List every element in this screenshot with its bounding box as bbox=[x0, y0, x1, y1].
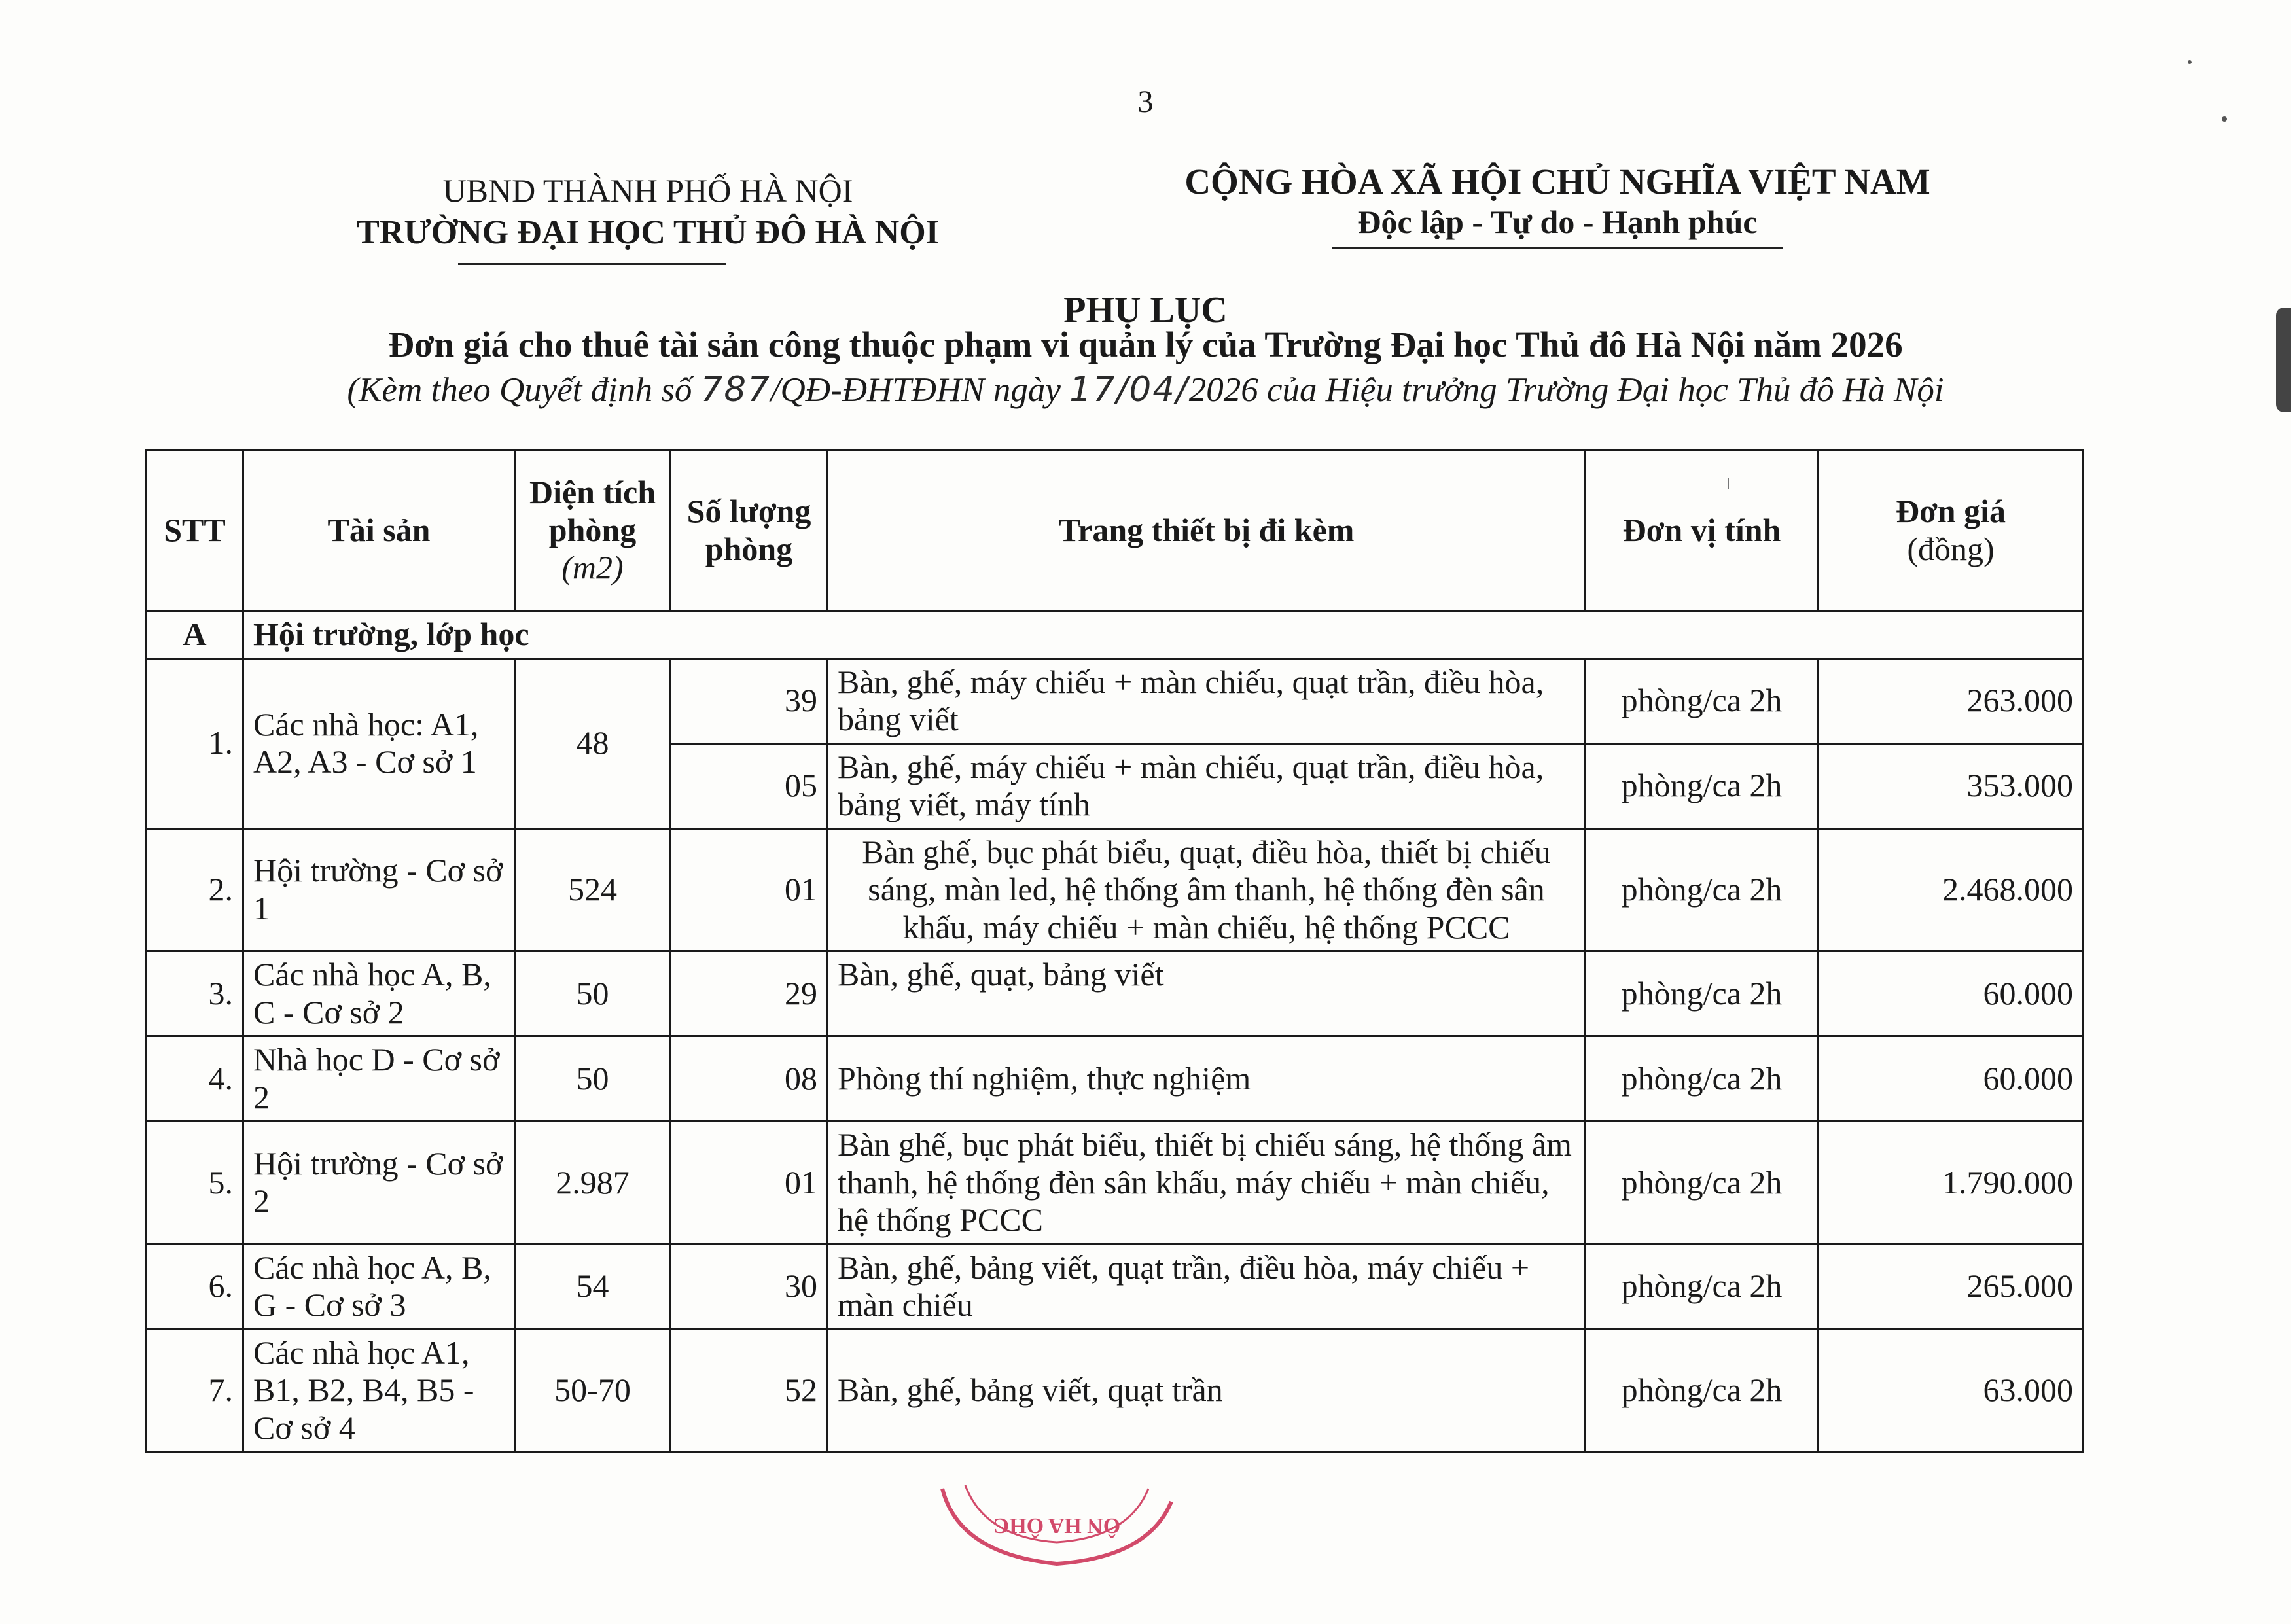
row-unit: phòng/ca 2h bbox=[1586, 1244, 1819, 1329]
row-asset: Các nhà học A1, B1, B2, B4, B5 - Cơ sở 4 bbox=[243, 1329, 515, 1452]
header-left-line2: TRƯỜNG ĐẠI HỌC THỦ ĐÔ HÀ NỘI bbox=[357, 214, 939, 251]
section-name: Hội trường, lớp học bbox=[243, 611, 2084, 659]
row-area: 50 bbox=[515, 951, 671, 1036]
header-equipment: Trang thiết bị đi kèm bbox=[828, 450, 1586, 611]
table-row bbox=[147, 828, 2084, 951]
scan-speck bbox=[2188, 60, 2192, 64]
row-asset: Các nhà học A, B, G - Cơ sở 3 bbox=[243, 1244, 515, 1329]
row-stt: 3. bbox=[147, 951, 243, 1036]
row-equipment: Phòng thí nghiệm, thực nghiệm bbox=[828, 1036, 1586, 1121]
header-left-underline bbox=[458, 263, 726, 265]
row-area: 48 bbox=[515, 658, 671, 828]
row-stt: 4. bbox=[147, 1036, 243, 1121]
row-unit: phòng/ca 2h bbox=[1586, 658, 1819, 743]
decision-date: 17/04/ bbox=[1069, 370, 1189, 410]
row-asset: Hội trường - Cơ sở 2 bbox=[243, 1121, 515, 1244]
row-area: 54 bbox=[515, 1244, 671, 1329]
scan-speck bbox=[2222, 116, 2227, 122]
table-row bbox=[147, 1244, 2084, 1329]
row-equipment: Bàn ghế, bục phát biểu, quạt, điều hòa, thiết bị chiếu sáng, màn led, hệ thống âm thanh, hệ thống đèn sân khấu, máy chiếu + màn chiếu, hệ thống PCCC bbox=[828, 828, 1586, 951]
header-right-line1: CỘNG HÒA XÃ HỘI CHỦ NGHĨA VIỆT NAM bbox=[1184, 162, 1930, 202]
table-row bbox=[147, 658, 2084, 743]
row-price: 263.000 bbox=[1819, 658, 2084, 743]
note-prefix: (Kèm theo Quyết định số bbox=[347, 371, 701, 409]
row-rooms: 30 bbox=[671, 1244, 828, 1329]
row-equipment: Bàn, ghế, quạt, bảng viết bbox=[828, 951, 1586, 1036]
header-price-unit: (đồng) bbox=[1907, 530, 1995, 567]
table-row bbox=[147, 951, 2084, 1036]
header-rooms: Số lượng phòng bbox=[671, 450, 828, 611]
row-asset: Các nhà học: A1, A2, A3 - Cơ sở 1 bbox=[243, 658, 515, 828]
header-price bbox=[1819, 450, 2084, 611]
row-area: 50 bbox=[515, 1036, 671, 1121]
note-year: 2026 bbox=[1188, 371, 1258, 409]
section-row bbox=[147, 611, 2084, 659]
table-header-row bbox=[147, 450, 2084, 611]
row-area: 2.987 bbox=[515, 1121, 671, 1244]
row-price: 353.000 bbox=[1819, 743, 2084, 828]
header-left-line1: UBND THÀNH PHỐ HÀ NỘI bbox=[442, 172, 853, 209]
row-unit: phòng/ca 2h bbox=[1586, 1329, 1819, 1452]
row-rooms: 08 bbox=[671, 1036, 828, 1121]
row-equipment: Bàn, ghế, bảng viết, quạt trần bbox=[828, 1329, 1586, 1452]
row-equipment: Bàn, ghế, máy chiếu + màn chiếu, quạt trần, điều hòa, bảng viết bbox=[828, 658, 1586, 743]
document-subtitle: Đơn giá cho thuê tài sản công thuộc phạm vi quản lý của Trường Đại học Thủ đô Hà Nội năm 2026 bbox=[388, 325, 1903, 364]
red-seal-stamp bbox=[932, 1482, 1181, 1574]
note-mid: /QĐ-ĐHTĐHN ngày bbox=[770, 371, 1070, 409]
row-area: 50-70 bbox=[515, 1329, 671, 1452]
row-unit: phòng/ca 2h bbox=[1586, 951, 1819, 1036]
scan-tick-mark bbox=[1728, 478, 1729, 489]
row-price: 60.000 bbox=[1819, 1036, 2084, 1121]
stamp-text: ÔN HA ÔHC bbox=[993, 1513, 1121, 1538]
row-rooms: 52 bbox=[671, 1329, 828, 1452]
row-stt: 6. bbox=[147, 1244, 243, 1329]
row-unit: phòng/ca 2h bbox=[1586, 1036, 1819, 1121]
header-right-underline bbox=[1332, 247, 1783, 249]
row-unit: phòng/ca 2h bbox=[1586, 1121, 1819, 1244]
table-row bbox=[147, 1121, 2084, 1244]
row-unit: phòng/ca 2h bbox=[1586, 828, 1819, 951]
header-area-label: Diện tích phòng bbox=[529, 474, 656, 548]
row-equipment: Bàn ghế, bục phát biểu, thiết bị chiếu sáng, hệ thống âm thanh, hệ thống đèn sân khấu, máy chiếu + màn chiếu, hệ thống PCCC bbox=[828, 1121, 1586, 1244]
row-price: 265.000 bbox=[1819, 1244, 2084, 1329]
header-price-label: Đơn giá bbox=[1896, 493, 2006, 529]
row-rooms: 29 bbox=[671, 951, 828, 1036]
row-price: 63.000 bbox=[1819, 1329, 2084, 1452]
row-rooms: 39 bbox=[671, 658, 828, 743]
decision-reference bbox=[0, 370, 2291, 410]
row-equipment: Bàn, ghế, máy chiếu + màn chiếu, quạt trần, điều hòa, bảng viết, máy tính bbox=[828, 743, 1586, 828]
header-stt: STT bbox=[147, 450, 243, 611]
decision-number: 787 bbox=[700, 370, 771, 410]
row-rooms: 05 bbox=[671, 743, 828, 828]
header-asset: Tài sản bbox=[243, 450, 515, 611]
note-suffix: của Hiệu trưởng Trường Đại học Thủ đô Hà Nội bbox=[1258, 371, 1944, 409]
row-stt: 1. bbox=[147, 658, 243, 828]
row-asset: Hội trường - Cơ sở 1 bbox=[243, 828, 515, 951]
row-price: 2.468.000 bbox=[1819, 828, 2084, 951]
table-row bbox=[147, 1036, 2084, 1121]
row-equipment: Bàn, ghế, bảng viết, quạt trần, điều hòa, máy chiếu + màn chiếu bbox=[828, 1244, 1586, 1329]
row-asset: Nhà học D - Cơ sở 2 bbox=[243, 1036, 515, 1121]
page-number: 3 bbox=[1137, 84, 1154, 119]
header-area-unit: (m2) bbox=[561, 549, 624, 586]
header-right-line2: Độc lập - Tự do - Hạnh phúc bbox=[1357, 203, 1758, 240]
row-stt: 2. bbox=[147, 828, 243, 951]
row-stt: 7. bbox=[147, 1329, 243, 1452]
section-code: A bbox=[147, 611, 243, 659]
row-price: 1.790.000 bbox=[1819, 1121, 2084, 1244]
row-unit: phòng/ca 2h bbox=[1586, 743, 1819, 828]
row-rooms: 01 bbox=[671, 828, 828, 951]
header-area bbox=[515, 450, 671, 611]
row-price: 60.000 bbox=[1819, 951, 2084, 1036]
table-row bbox=[147, 1329, 2084, 1452]
row-stt: 5. bbox=[147, 1121, 243, 1244]
scan-edge-mark bbox=[2276, 308, 2291, 412]
document-title: PHỤ LỤC bbox=[1063, 290, 1228, 330]
row-area: 524 bbox=[515, 828, 671, 951]
row-rooms: 01 bbox=[671, 1121, 828, 1244]
price-table bbox=[145, 449, 2084, 1453]
header-unit: Đơn vị tính bbox=[1586, 450, 1819, 611]
row-asset: Các nhà học A, B, C - Cơ sở 2 bbox=[243, 951, 515, 1036]
